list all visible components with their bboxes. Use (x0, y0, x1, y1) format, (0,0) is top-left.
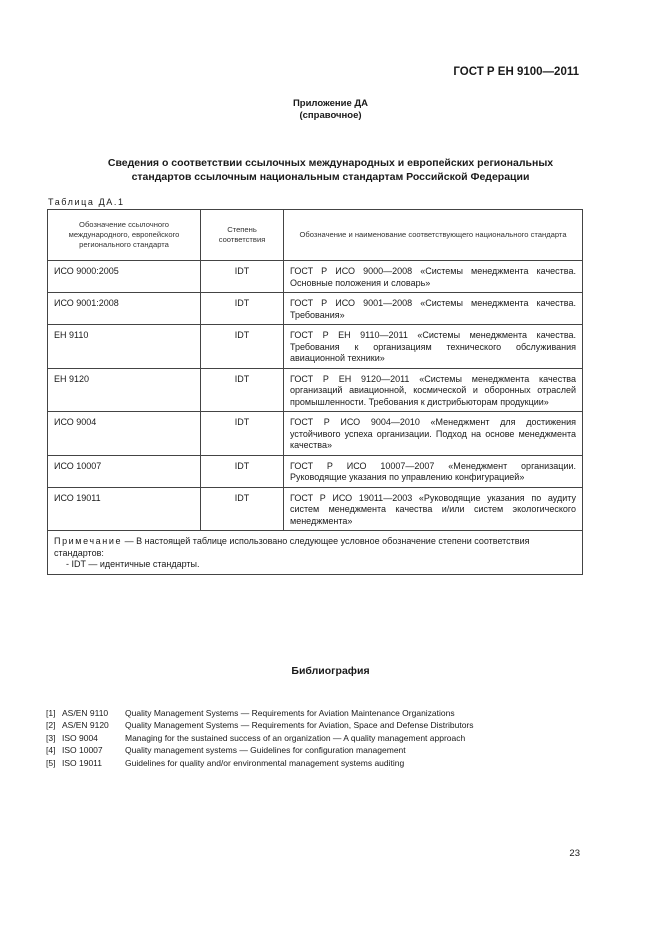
section-title (60, 156, 601, 184)
degree-cell: IDT (201, 487, 284, 531)
national-standard-cell: ГОСТ Р ЕН 9110—2011 «Системы менеджмента качества. Требования к организациям технического обслуживания авиационной техники» (284, 325, 583, 369)
entry-title: Managing for the sustained success of an organization — A quality management approach (125, 732, 466, 743)
note-list-item: - IDT — идентичные стандарты. (66, 559, 200, 569)
national-standard-cell: ГОСТ Р ИСО 9004—2010 «Менеджмент для достижения устойчивого успеха организации. Подход на основе менеджмента качества» (284, 412, 583, 456)
entry-number: [2] (46, 720, 56, 731)
degree-cell: IDT (201, 293, 284, 325)
entry-title: Quality management systems — Guidelines for configuration management (125, 745, 406, 756)
national-standard-cell: ГОСТ Р ИСО 9001—2008 «Системы менеджмента качества. Требования» (284, 293, 583, 325)
table-row (48, 455, 583, 487)
reference-cell: ЕН 9110 (48, 325, 201, 369)
entry-title: Guidelines for quality and/or environmental management systems auditing (125, 757, 405, 768)
table-caption: Таблица ДА.1 (48, 197, 125, 207)
table-row (48, 293, 583, 325)
degree-cell: IDT (201, 412, 284, 456)
table-note-row (48, 531, 583, 575)
table-note (48, 531, 583, 575)
degree-cell: IDT (201, 325, 284, 369)
degree-cell: IDT (201, 368, 284, 412)
page-number: 23 (569, 848, 580, 859)
note-text: — В настоящей таблице использовано следующее условное обозначение степени соответствия стандартов: (54, 536, 530, 558)
entry-title: Quality Management Systems — Requirements for Aviation, Space and Defense Distributors (125, 720, 474, 731)
table-row (48, 368, 583, 412)
table-row (48, 487, 583, 531)
entry-number: [3] (46, 732, 56, 743)
reference-cell: ИСО 9004 (48, 412, 201, 456)
entry-code: AS/EN 9110 (62, 708, 109, 718)
header-national-standard: Обозначение и наименование соответствующего национального стандарта (284, 210, 583, 261)
entry-code: AS/EN 9120 (62, 720, 109, 731)
bibliography-entry (46, 707, 474, 719)
appendix-title: Приложение ДА (292, 98, 369, 109)
note-label: Примечание (54, 536, 123, 546)
degree-cell: IDT (201, 455, 284, 487)
header-reference-standard: Обозначение ссылочного международного, европейского регионального стандарта (48, 210, 201, 261)
document-code: ГОСТ Р ЕН 9100—2011 (453, 66, 579, 78)
bibliography-title: Библиография (291, 665, 370, 677)
entry-code: ISO 19011 (62, 757, 103, 768)
entry-code: ISO 10007 (62, 745, 103, 756)
reference-cell: ИСО 9001:2008 (48, 293, 201, 325)
table-header-row (48, 210, 583, 261)
national-standard-cell: ГОСТ Р ИСО 19011—2003 «Руководящие указания по аудиту систем менеджмента качества и/или систем экологического менеджмента» (284, 487, 583, 531)
table-row (48, 412, 583, 456)
entry-code: ISO 9004 (62, 732, 98, 743)
reference-cell: ЕН 9120 (48, 368, 201, 412)
correspondence-table (47, 209, 583, 575)
header-degree-of-correspondence: Степень соответствия (201, 210, 284, 261)
entry-title: Quality Management Systems — Requirements for Aviation Maintenance Organizations (125, 708, 455, 718)
bibliography-entry (46, 719, 474, 731)
section-title-line-1: Сведения о соответствии ссылочных международных и европейских региональных (107, 157, 554, 169)
entry-number: [4] (46, 745, 56, 756)
national-standard-cell: ГОСТ Р ИСО 9000—2008 «Системы менеджмента качества. Основные положения и словарь» (284, 261, 583, 293)
bibliography-list (46, 707, 474, 769)
section-title-line-2: стандартов ссылочным национальным стандартам Российской Федерации (131, 171, 530, 183)
reference-cell: ИСО 10007 (48, 455, 201, 487)
reference-cell: ИСО 9000:2005 (48, 261, 201, 293)
national-standard-cell: ГОСТ Р ЕН 9120—2011 «Системы менеджмента качества организаций авиационной, космической и оборонных отраслей промышленности. Требования к дистрибьюторам продукции» (284, 368, 583, 412)
table-row (48, 261, 583, 293)
national-standard-cell: ГОСТ Р ИСО 10007—2007 «Менеджмент организации. Руководящие указания по управлению конфигурацией» (284, 455, 583, 487)
appendix-subtitle: (справочное) (299, 110, 362, 121)
bibliography-entry (46, 757, 474, 769)
appendix-heading (0, 98, 661, 122)
reference-cell: ИСО 19011 (48, 487, 201, 531)
bibliography-entry (46, 744, 474, 756)
table-row (48, 325, 583, 369)
entry-number: [5] (46, 757, 56, 768)
entry-number: [1] (46, 708, 56, 718)
degree-cell: IDT (201, 261, 284, 293)
bibliography-entry (46, 732, 474, 744)
